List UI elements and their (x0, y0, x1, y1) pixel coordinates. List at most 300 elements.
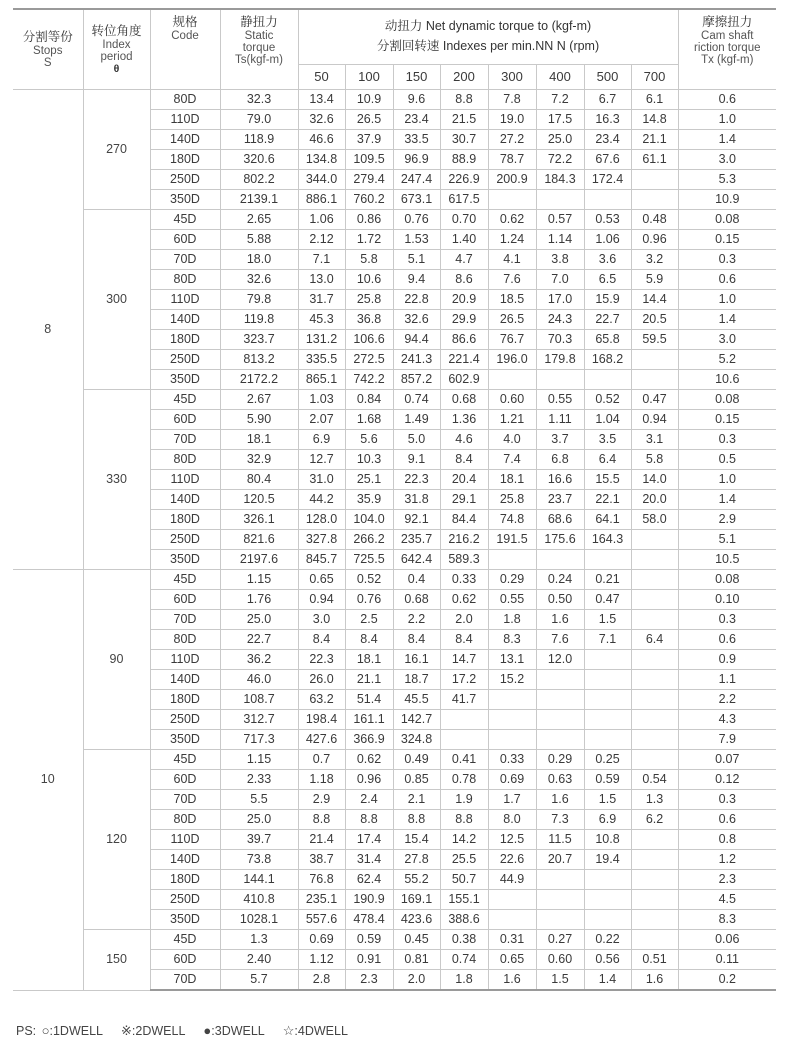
dynamic-torque-cell: 1.4 (584, 970, 631, 991)
dynamic-torque-cell: 6.8 (536, 450, 584, 470)
static-torque-cell: 1.76 (220, 590, 298, 610)
index-period-cell: 120 (83, 750, 150, 930)
dynamic-torque-cell: 216.2 (440, 530, 488, 550)
dynamic-torque-cell: 0.74 (440, 950, 488, 970)
dynamic-torque-cell (536, 690, 584, 710)
dynamic-torque-cell: 131.2 (298, 330, 345, 350)
dynamic-torque-cell: 3.1 (631, 430, 678, 450)
dynamic-torque-cell: 1.04 (584, 410, 631, 430)
friction-torque-cell: 4.5 (678, 890, 776, 910)
dynamic-torque-cell: 142.7 (393, 710, 440, 730)
static-torque-cell: 118.9 (220, 130, 298, 150)
rpm-header-cell: 500 (584, 65, 631, 90)
code-cell: 250D (150, 530, 220, 550)
dynamic-torque-cell: 109.5 (345, 150, 393, 170)
dynamic-torque-cell: 589.3 (440, 550, 488, 570)
dynamic-torque-cell: 20.7 (536, 850, 584, 870)
dynamic-torque-cell (584, 670, 631, 690)
dynamic-torque-cell: 335.5 (298, 350, 345, 370)
dynamic-torque-cell: 31.7 (298, 290, 345, 310)
dynamic-torque-cell: 17.2 (440, 670, 488, 690)
dynamic-torque-cell: 1.5 (584, 790, 631, 810)
dynamic-torque-cell: 5.8 (631, 450, 678, 470)
dynamic-torque-cell: 0.69 (298, 930, 345, 950)
dynamic-torque-cell: 14.8 (631, 110, 678, 130)
dynamic-torque-cell: 8.8 (298, 810, 345, 830)
dynamic-torque-cell: 2.9 (298, 790, 345, 810)
dynamic-torque-cell: 241.3 (393, 350, 440, 370)
dynamic-torque-cell: 17.4 (345, 830, 393, 850)
code-cell: 60D (150, 590, 220, 610)
dynamic-torque-cell: 2.0 (440, 610, 488, 630)
legend-item (203, 1024, 264, 1038)
dynamic-torque-cell: 1.18 (298, 770, 345, 790)
dynamic-torque-cell: 20.4 (440, 470, 488, 490)
static-torque-cell: 108.7 (220, 690, 298, 710)
static-torque-cell: 2.33 (220, 770, 298, 790)
dynamic-torque-cell (584, 550, 631, 570)
dynamic-torque-cell: 0.45 (393, 930, 440, 950)
dynamic-torque-cell: 2.5 (345, 610, 393, 630)
dynamic-torque-cell: 0.29 (488, 570, 536, 590)
dynamic-torque-cell: 8.8 (345, 810, 393, 830)
dynamic-torque-cell: 1.49 (393, 410, 440, 430)
dynamic-torque-cell: 8.0 (488, 810, 536, 830)
dynamic-torque-cell: 0.69 (488, 770, 536, 790)
dynamic-torque-cell (584, 710, 631, 730)
dynamic-torque-cell: 0.63 (536, 770, 584, 790)
static-torque-cell: 32.6 (220, 270, 298, 290)
dynamic-torque-cell: 44.9 (488, 870, 536, 890)
static-torque-cell: 22.7 (220, 630, 298, 650)
dynamic-torque-cell: 15.9 (584, 290, 631, 310)
index-period-cell: 150 (83, 930, 150, 991)
dynamic-torque-cell: 642.4 (393, 550, 440, 570)
code-cell: 70D (150, 970, 220, 991)
stops-cell: 8 (13, 90, 83, 570)
friction-torque-cell: 5.1 (678, 530, 776, 550)
dynamic-torque-cell: 0.65 (298, 570, 345, 590)
dynamic-torque-cell: 27.2 (488, 130, 536, 150)
dynamic-torque-cell: 2.0 (393, 970, 440, 991)
dynamic-torque-cell: 17.0 (536, 290, 584, 310)
dynamic-torque-cell: 1.6 (536, 790, 584, 810)
friction-torque-cell: 1.4 (678, 490, 776, 510)
code-cell: 60D (150, 770, 220, 790)
dynamic-torque-cell: 0.76 (393, 210, 440, 230)
dynamic-torque-cell (584, 730, 631, 750)
dynamic-torque-cell: 22.6 (488, 850, 536, 870)
dynamic-torque-cell: 155.1 (440, 890, 488, 910)
dynamic-torque-cell: 8.4 (298, 630, 345, 650)
dynamic-torque-cell: 0.22 (584, 930, 631, 950)
dynamic-torque-cell: 8.8 (440, 90, 488, 110)
dynamic-torque-cell: 2.3 (345, 970, 393, 991)
dynamic-torque-cell: 15.4 (393, 830, 440, 850)
dynamic-torque-cell: 31.4 (345, 850, 393, 870)
dynamic-torque-cell: 221.4 (440, 350, 488, 370)
dynamic-torque-cell: 172.4 (584, 170, 631, 190)
static-torque-cell: 5.90 (220, 410, 298, 430)
dynamic-torque-cell: 3.5 (584, 430, 631, 450)
code-cell: 70D (150, 610, 220, 630)
dynamic-torque-cell: 22.3 (298, 650, 345, 670)
dynamic-torque-cell (631, 590, 678, 610)
dynamic-torque-cell: 12.5 (488, 830, 536, 850)
friction-torque-cell: 0.3 (678, 430, 776, 450)
code-cell: 110D (150, 650, 220, 670)
code-cell: 350D (150, 550, 220, 570)
header-static-torque: 静扭力 Static torque Ts(kgf-m) (220, 9, 298, 90)
static-torque-cell: 18.1 (220, 430, 298, 450)
friction-torque-cell: 1.1 (678, 670, 776, 690)
dynamic-torque-cell: 179.8 (536, 350, 584, 370)
dynamic-torque-cell: 272.5 (345, 350, 393, 370)
dynamic-torque-cell: 8.8 (393, 810, 440, 830)
dynamic-torque-cell: 24.3 (536, 310, 584, 330)
static-torque-cell: 32.9 (220, 450, 298, 470)
dynamic-torque-cell: 9.4 (393, 270, 440, 290)
dynamic-torque-cell: 128.0 (298, 510, 345, 530)
legend-label: :2DWELL (131, 1024, 186, 1038)
dynamic-torque-cell: 23.4 (393, 110, 440, 130)
code-cell: 250D (150, 890, 220, 910)
dynamic-torque-cell: 388.6 (440, 910, 488, 930)
dynamic-torque-cell: 17.5 (536, 110, 584, 130)
dynamic-torque-cell: 1.68 (345, 410, 393, 430)
code-cell: 110D (150, 290, 220, 310)
dynamic-torque-cell: 96.9 (393, 150, 440, 170)
dynamic-torque-cell (488, 370, 536, 390)
table-row (13, 390, 776, 410)
dynamic-torque-cell: 25.5 (440, 850, 488, 870)
static-torque-cell: 1.3 (220, 930, 298, 950)
dynamic-torque-cell: 29.9 (440, 310, 488, 330)
dynamic-torque-cell: 4.0 (488, 430, 536, 450)
dynamic-torque-cell: 29.1 (440, 490, 488, 510)
dynamic-torque-cell: 1.6 (488, 970, 536, 991)
dynamic-torque-cell: 45.5 (393, 690, 440, 710)
dynamic-torque-cell (631, 550, 678, 570)
dynamic-torque-cell: 70.3 (536, 330, 584, 350)
dynamic-torque-cell: 0.84 (345, 390, 393, 410)
dynamic-torque-cell: 15.2 (488, 670, 536, 690)
dynamic-torque-cell (488, 190, 536, 210)
dynamic-torque-cell: 18.1 (345, 650, 393, 670)
code-cell: 70D (150, 430, 220, 450)
dynamic-torque-cell: 37.9 (345, 130, 393, 150)
static-torque-cell: 312.7 (220, 710, 298, 730)
dynamic-torque-cell: 279.4 (345, 170, 393, 190)
dynamic-torque-cell: 76.8 (298, 870, 345, 890)
dynamic-torque-cell: 0.50 (536, 590, 584, 610)
dynamic-torque-cell: 13.1 (488, 650, 536, 670)
dynamic-torque-cell: 3.7 (536, 430, 584, 450)
dynamic-torque-cell (584, 690, 631, 710)
dynamic-torque-cell: 22.1 (584, 490, 631, 510)
dynamic-torque-cell (631, 190, 678, 210)
header-code: 规格 Code (150, 9, 220, 90)
dynamic-torque-cell: 33.5 (393, 130, 440, 150)
dynamic-torque-cell: 59.5 (631, 330, 678, 350)
dynamic-torque-cell: 84.4 (440, 510, 488, 530)
table-row (13, 750, 776, 770)
dynamic-torque-cell: 9.1 (393, 450, 440, 470)
dynamic-torque-cell (631, 830, 678, 850)
dynamic-torque-cell (631, 710, 678, 730)
code-cell: 140D (150, 670, 220, 690)
dynamic-torque-cell: 0.38 (440, 930, 488, 950)
dynamic-torque-cell: 20.0 (631, 490, 678, 510)
code-cell: 45D (150, 570, 220, 590)
friction-torque-cell: 10.5 (678, 550, 776, 570)
dynamic-torque-cell: 725.5 (345, 550, 393, 570)
header-index-period: 转位角度 Index period θ (83, 9, 150, 90)
dynamic-torque-cell: 5.6 (345, 430, 393, 450)
friction-torque-cell: 3.0 (678, 330, 776, 350)
static-torque-cell: 73.8 (220, 850, 298, 870)
code-cell: 140D (150, 130, 220, 150)
static-torque-cell: 2.40 (220, 950, 298, 970)
dynamic-torque-cell (536, 730, 584, 750)
dynamic-torque-cell: 2.4 (345, 790, 393, 810)
dynamic-torque-cell (536, 710, 584, 730)
static-torque-cell: 25.0 (220, 610, 298, 630)
friction-torque-cell: 4.3 (678, 710, 776, 730)
static-torque-cell: 821.6 (220, 530, 298, 550)
friction-torque-cell: 0.06 (678, 930, 776, 950)
dynamic-torque-cell: 857.2 (393, 370, 440, 390)
dynamic-torque-cell: 0.62 (488, 210, 536, 230)
friction-torque-cell: 0.07 (678, 750, 776, 770)
friction-torque-cell: 1.4 (678, 310, 776, 330)
dynamic-torque-cell: 1.5 (536, 970, 584, 991)
index-period-cell: 270 (83, 90, 150, 210)
dynamic-torque-cell: 16.6 (536, 470, 584, 490)
static-torque-cell: 25.0 (220, 810, 298, 830)
dynamic-torque-cell (488, 550, 536, 570)
dynamic-torque-cell: 0.48 (631, 210, 678, 230)
dynamic-torque-cell: 4.7 (440, 250, 488, 270)
dynamic-torque-cell: 1.6 (536, 610, 584, 630)
static-torque-cell: 5.5 (220, 790, 298, 810)
dynamic-torque-cell: 1.3 (631, 790, 678, 810)
dynamic-torque-cell: 13.4 (298, 90, 345, 110)
dynamic-torque-cell (536, 190, 584, 210)
legend-prefix: PS: (16, 1024, 37, 1038)
dynamic-torque-cell: 23.7 (536, 490, 584, 510)
dynamic-torque-cell: 1.72 (345, 230, 393, 250)
dynamic-torque-cell (631, 750, 678, 770)
dynamic-torque-cell (631, 570, 678, 590)
dynamic-torque-cell: 1.11 (536, 410, 584, 430)
dynamic-torque-cell: 26.0 (298, 670, 345, 690)
code-cell: 70D (150, 250, 220, 270)
dynamic-torque-cell (536, 890, 584, 910)
friction-torque-cell: 0.6 (678, 630, 776, 650)
dynamic-torque-cell: 169.1 (393, 890, 440, 910)
dynamic-torque-cell: 0.74 (393, 390, 440, 410)
dynamic-torque-cell: 32.6 (298, 110, 345, 130)
dynamic-torque-cell: 41.7 (440, 690, 488, 710)
static-torque-cell: 119.8 (220, 310, 298, 330)
dynamic-torque-cell: 2.1 (393, 790, 440, 810)
dynamic-torque-cell: 0.54 (631, 770, 678, 790)
dynamic-torque-cell: 12.7 (298, 450, 345, 470)
dynamic-torque-cell: 13.0 (298, 270, 345, 290)
dynamic-torque-cell: 3.6 (584, 250, 631, 270)
dynamic-torque-cell: 5.9 (631, 270, 678, 290)
static-torque-cell: 320.6 (220, 150, 298, 170)
dynamic-torque-cell (631, 350, 678, 370)
dynamic-torque-cell: 3.0 (298, 610, 345, 630)
dynamic-torque-cell: 0.96 (631, 230, 678, 250)
dynamic-torque-cell: 327.8 (298, 530, 345, 550)
dynamic-torque-cell: 0.94 (298, 590, 345, 610)
static-torque-cell: 1.15 (220, 570, 298, 590)
legend-label: :1DWELL (49, 1024, 103, 1038)
dynamic-torque-cell: 0.78 (440, 770, 488, 790)
friction-torque-cell: 10.9 (678, 190, 776, 210)
dynamic-torque-cell: 0.53 (584, 210, 631, 230)
dynamic-torque-cell: 184.3 (536, 170, 584, 190)
dynamic-torque-cell: 21.5 (440, 110, 488, 130)
dynamic-torque-cell: 760.2 (345, 190, 393, 210)
dynamic-torque-cell (631, 530, 678, 550)
dynamic-torque-cell: 886.1 (298, 190, 345, 210)
static-torque-cell: 32.3 (220, 90, 298, 110)
index-period-cell: 90 (83, 570, 150, 750)
dynamic-torque-cell: 3.8 (536, 250, 584, 270)
friction-torque-cell: 3.0 (678, 150, 776, 170)
dynamic-torque-cell: 21.1 (631, 130, 678, 150)
friction-torque-cell: 0.11 (678, 950, 776, 970)
dynamic-torque-cell: 45.3 (298, 310, 345, 330)
static-torque-cell: 18.0 (220, 250, 298, 270)
dynamic-torque-cell: 36.8 (345, 310, 393, 330)
dynamic-torque-cell: 8.4 (345, 630, 393, 650)
dynamic-torque-cell: 0.86 (345, 210, 393, 230)
rpm-header-cell: 150 (393, 65, 440, 90)
friction-torque-cell: 2.9 (678, 510, 776, 530)
dynamic-torque-cell: 190.9 (345, 890, 393, 910)
code-cell: 350D (150, 730, 220, 750)
code-cell: 250D (150, 170, 220, 190)
dynamic-torque-cell: 1.9 (440, 790, 488, 810)
dynamic-torque-cell: 8.4 (440, 450, 488, 470)
dynamic-torque-cell: 72.2 (536, 150, 584, 170)
dynamic-torque-cell (440, 710, 488, 730)
dynamic-torque-cell: 6.7 (584, 90, 631, 110)
static-torque-cell: 410.8 (220, 890, 298, 910)
dynamic-torque-cell: 0.47 (584, 590, 631, 610)
static-torque-cell: 326.1 (220, 510, 298, 530)
dynamic-torque-cell: 0.33 (440, 570, 488, 590)
dynamic-torque-cell: 67.6 (584, 150, 631, 170)
dynamic-torque-cell: 0.59 (584, 770, 631, 790)
dynamic-torque-cell: 8.4 (393, 630, 440, 650)
dynamic-torque-cell: 38.7 (298, 850, 345, 870)
dynamic-torque-cell: 25.8 (488, 490, 536, 510)
dynamic-torque-cell: 4.6 (440, 430, 488, 450)
friction-torque-cell: 0.5 (678, 450, 776, 470)
dynamic-torque-cell: 0.31 (488, 930, 536, 950)
dynamic-torque-cell: 344.0 (298, 170, 345, 190)
dynamic-torque-cell: 10.8 (584, 830, 631, 850)
dynamic-torque-cell: 845.7 (298, 550, 345, 570)
dynamic-torque-cell: 1.24 (488, 230, 536, 250)
rpm-header-cell: 100 (345, 65, 393, 90)
dynamic-torque-cell (584, 650, 631, 670)
dynamic-torque-cell: 64.1 (584, 510, 631, 530)
friction-torque-cell: 0.3 (678, 610, 776, 630)
reference-mark-icon: ※ (121, 1023, 132, 1038)
static-torque-cell: 323.7 (220, 330, 298, 350)
dynamic-torque-cell: 22.8 (393, 290, 440, 310)
dynamic-torque-cell: 21.1 (345, 670, 393, 690)
static-torque-cell: 2.67 (220, 390, 298, 410)
hollow-circle-icon: ○ (41, 1023, 50, 1038)
code-cell: 250D (150, 350, 220, 370)
dynamic-torque-cell: 74.8 (488, 510, 536, 530)
dynamic-torque-cell: 1.06 (584, 230, 631, 250)
dynamic-torque-cell: 55.2 (393, 870, 440, 890)
code-cell: 45D (150, 390, 220, 410)
dynamic-torque-cell: 94.4 (393, 330, 440, 350)
dynamic-torque-cell: 1.5 (584, 610, 631, 630)
dynamic-torque-cell: 196.0 (488, 350, 536, 370)
dynamic-torque-cell: 88.9 (440, 150, 488, 170)
dynamic-torque-cell: 0.76 (345, 590, 393, 610)
dynamic-torque-cell: 68.6 (536, 510, 584, 530)
dynamic-torque-cell (488, 910, 536, 930)
friction-torque-cell: 0.6 (678, 810, 776, 830)
friction-torque-cell: 10.6 (678, 370, 776, 390)
dynamic-torque-cell (631, 170, 678, 190)
dynamic-torque-cell: 0.52 (345, 570, 393, 590)
friction-torque-cell: 0.6 (678, 270, 776, 290)
dynamic-torque-cell: 0.56 (584, 950, 631, 970)
code-cell: 80D (150, 630, 220, 650)
legend-item (121, 1024, 185, 1038)
dynamic-torque-cell (584, 190, 631, 210)
code-cell: 350D (150, 190, 220, 210)
dynamic-torque-cell: 1.36 (440, 410, 488, 430)
friction-torque-cell: 0.12 (678, 770, 776, 790)
dynamic-torque-cell (488, 890, 536, 910)
dynamic-torque-cell: 14.0 (631, 470, 678, 490)
dynamic-torque-cell: 27.8 (393, 850, 440, 870)
friction-torque-cell: 0.10 (678, 590, 776, 610)
dwell-legend (16, 1023, 384, 1039)
dynamic-torque-cell: 16.1 (393, 650, 440, 670)
dynamic-torque-cell: 7.6 (488, 270, 536, 290)
dynamic-torque-cell: 12.0 (536, 650, 584, 670)
dynamic-torque-cell: 1.6 (631, 970, 678, 991)
index-period-cell: 330 (83, 390, 150, 570)
legend-item (42, 1024, 103, 1038)
dynamic-torque-cell: 5.0 (393, 430, 440, 450)
dynamic-torque-cell: 31.8 (393, 490, 440, 510)
dynamic-torque-cell: 104.0 (345, 510, 393, 530)
static-torque-cell: 46.0 (220, 670, 298, 690)
header-stops: 分割等份 Stops S (13, 9, 83, 90)
dynamic-torque-cell (631, 870, 678, 890)
static-torque-cell: 2139.1 (220, 190, 298, 210)
friction-torque-cell: 0.3 (678, 790, 776, 810)
dynamic-torque-cell: 235.7 (393, 530, 440, 550)
dynamic-torque-cell: 2.2 (393, 610, 440, 630)
